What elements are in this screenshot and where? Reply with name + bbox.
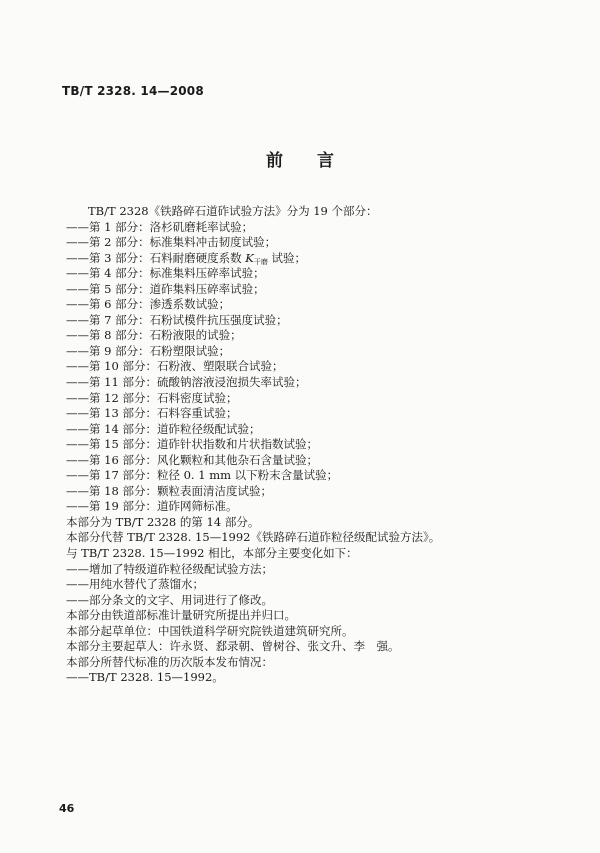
part-item: ——第 2 部分：标准集料冲击韧度试验；: [66, 235, 277, 250]
statement-line: 本部分主要起草人：许永贤、郄录朝、曾树谷、张文升、李 强。: [66, 639, 400, 654]
part-item: ——第 16 部分：风化颗粒和其他杂石含量试验；: [66, 452, 318, 467]
part-item: ——第 19 部分：道砟网筛标准。: [66, 499, 238, 514]
part-item: ——第 12 部分：石料密度试验；: [66, 390, 238, 405]
part-item: ——第 13 部分：石料容重试验；: [66, 406, 238, 421]
page-title: 前 言: [266, 151, 348, 171]
part-item: ——第 8 部分：石粉液限的试验；: [66, 328, 242, 343]
change-item: ——部分条文的文字、用词进行了修改。: [66, 592, 273, 607]
statement-line: 与 TB/T 2328. 15—1992 相比，本部分主要变化如下：: [66, 546, 358, 561]
part-item: ——第 7 部分：石粉试模件抗压强度试验；: [66, 312, 288, 327]
part-item: ——第 6 部分：渗透系数试验；: [66, 297, 231, 312]
part-item: ——第 4 部分：标准集料压碎率试验；: [66, 266, 265, 281]
standard-code-header: TB/T 2328. 14—2008: [62, 84, 204, 98]
part-item: ——第 11 部分：硫酸钠溶液浸泡损失率试验；: [66, 375, 307, 390]
hardness-symbol: K: [245, 250, 254, 265]
statement-line: 本部分所替代标准的历次版本发布情况：: [66, 654, 273, 669]
part-item: ——第 5 部分：道砟集料压碎率试验；: [66, 281, 265, 296]
page-number: 46: [59, 802, 75, 815]
part-item: ——第 17 部分：粒径 0. 1 mm 以下粉末含量试验；: [66, 468, 339, 483]
part-item: ——第 18 部分：颗粒表面清洁度试验；: [66, 483, 272, 498]
statement-line: 本部分由铁道部标准计量研究所提出并归口。: [66, 608, 296, 623]
history-item: ——TB/T 2328. 15—1992。: [66, 670, 224, 685]
intro-line: TB/T 2328《铁路碎石道砟试验方法》分为 19 个部分：: [88, 204, 378, 218]
part-item: ——第 9 部分：石粉塑限试验；: [66, 343, 231, 358]
statement-line: 本部分为 TB/T 2328 的第 14 部分。: [66, 514, 260, 529]
part-item: ——第 15 部分：道砟针状指数和片状指数试验；: [66, 437, 318, 452]
statement-line: 本部分代替 TB/T 2328. 15—1992《铁路碎石道砟粒径级配试验方法》。: [66, 530, 441, 545]
part-item-3-suffix: 试验；: [267, 250, 307, 265]
foreword-body: [66, 204, 566, 686]
change-item: ——用纯水替代了蒸馏水；: [66, 577, 204, 592]
part-item: ——第 10 部分：石粉液、塑限联合试验；: [66, 359, 284, 374]
change-item: ——增加了特级道砟粒径级配试验方法；: [66, 561, 273, 576]
part-item: ——第 1 部分：洛杉矶磨耗率试验；: [66, 219, 254, 234]
part-item: ——第 14 部分：道砟粒径级配试验；: [66, 421, 261, 436]
hardness-subscript: 干磨: [253, 257, 268, 266]
part-item-3: [66, 251, 566, 267]
statement-line: 本部分起草单位：中国铁道科学研究院铁道建筑研究所。: [66, 623, 354, 638]
part-item-3-text: ——第 3 部分：石料耐磨硬度系数: [66, 250, 242, 265]
